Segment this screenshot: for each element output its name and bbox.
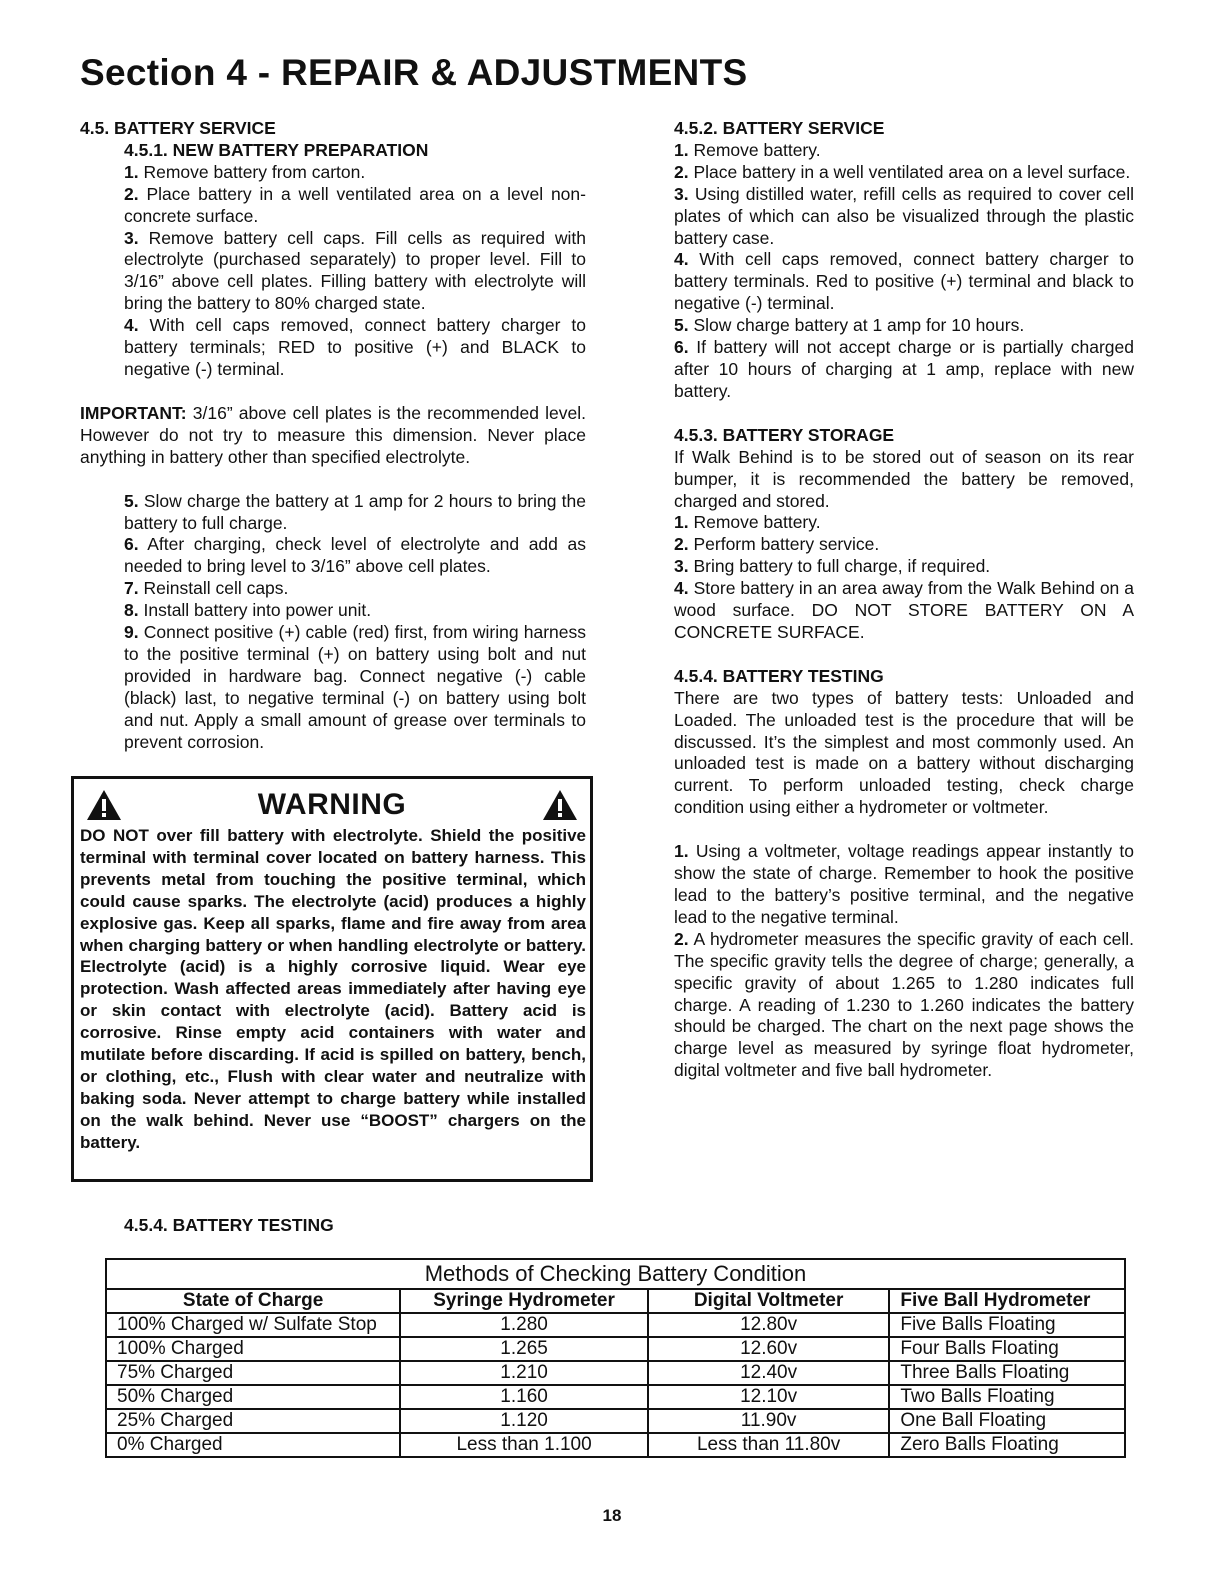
table-cell: Two Balls Floating [889, 1385, 1125, 1409]
table-cell: Four Balls Floating [889, 1337, 1125, 1361]
table-cell: Zero Balls Floating [889, 1433, 1125, 1457]
list-item: 4. With cell caps removed, connect battery charger to battery terminals. Red to positive (+) terminal and black to negative (-) terminal. [674, 249, 1134, 314]
table-row [106, 1433, 1125, 1457]
table-caption: Methods of Checking Battery Condition [106, 1259, 1125, 1289]
list-item: 1. Remove battery from carton. [124, 161, 366, 182]
list-item: 6. After charging, check level of electrolyte and add as needed to bring level to 3/16” above cell plates. [124, 534, 586, 577]
table-cell: 12.10v [648, 1385, 890, 1409]
table-section-label: 4.5.4. BATTERY TESTING [124, 1215, 334, 1235]
table-cell: 1.280 [400, 1313, 648, 1337]
storage-intro: If Walk Behind is to be stored out of season on its rear bumper, it is recommended the battery be removed, charged and stored. [674, 446, 1134, 511]
table-cell: 12.60v [648, 1337, 890, 1361]
table-cell: 100% Charged w/ Sulfate Stop [106, 1313, 400, 1337]
table-cell: 75% Charged [106, 1361, 400, 1385]
heading-4-5: 4.5. BATTERY SERVICE [80, 118, 276, 138]
list-item: 4. Store battery in an area away from the Walk Behind on a wood surface. DO NOT STORE BATTERY ON A CONCRETE SURFACE. [674, 578, 1134, 642]
table-cell: 0% Charged [106, 1433, 400, 1457]
list-item: 5. Slow charge battery at 1 amp for 10 hours. [674, 315, 1025, 336]
list-item: 8. Install battery into power unit. [124, 600, 372, 621]
warning-triangle-icon [542, 789, 578, 821]
table-cell: 1.265 [400, 1337, 648, 1361]
list-item: 3. Remove battery cell caps. Fill cells as required with electrolyte (purchased separately) to proper level. Fill to 3/16” above cell plates. Filling battery with electrolyte will bring the battery to 80% charged state. [124, 227, 586, 314]
table-row [106, 1361, 1125, 1385]
heading-4-5-2: 4.5.2. BATTERY SERVICE [674, 118, 885, 138]
left-column [80, 118, 586, 753]
list-item: 4. With cell caps removed, connect battery charger to battery terminals; RED to positive (+) and BLACK to negative (-) terminal. [124, 315, 586, 379]
table-cell: 1.120 [400, 1409, 648, 1433]
table-cell: Less than 11.80v [648, 1433, 890, 1457]
right-column [674, 118, 1134, 1082]
table-cell: 12.40v [648, 1361, 890, 1385]
table-row [106, 1409, 1125, 1433]
list-item: 2. A hydrometer measures the specific gravity of each cell. The specific gravity tells the degree of charge; generally, a specific gravity of about 1.265 to 1.280 indicates full charge. A reading of 1.230 to 1.260 indicates the battery should be charged. The chart on the next page shows the charge level as measured by syringe float hydrometer, digital voltmeter and five ball hydrometer. [674, 928, 1134, 1081]
column-header: State of Charge [106, 1289, 400, 1313]
table-row [106, 1385, 1125, 1409]
list-item: 9. Connect positive (+) cable (red) first, from wiring harness to the positive terminal (+) on battery using bolt and nut provided in hardware bag. Connect negative (-) cable (black) last, to negative terminal (-) on battery using bolt and nut. Apply a small amount of grease over terminals to prevent corrosion. [124, 622, 586, 752]
list-item: 5. Slow charge the battery at 1 amp for 2 hours to bring the battery to full charge. [124, 490, 586, 533]
heading-4-5-1: 4.5.1. NEW BATTERY PREPARATION [124, 139, 429, 160]
table-cell: Less than 1.100 [400, 1433, 648, 1457]
list-item: 7. Reinstall cell caps. [124, 578, 289, 599]
table-cell: 50% Charged [106, 1385, 400, 1409]
list-item: 3. Bring battery to full charge, if required. [674, 556, 991, 577]
list-item: 2. Place battery in a well ventilated area on a level non-concrete surface. [124, 183, 586, 226]
heading-4-5-3: 4.5.3. BATTERY STORAGE [674, 424, 895, 445]
list-item: 1. Remove battery. [674, 139, 821, 160]
table-cell: Five Balls Floating [889, 1313, 1125, 1337]
table-cell: 1.210 [400, 1361, 648, 1385]
warning-title: WARNING [257, 788, 407, 821]
column-header: Five Ball Hydrometer [889, 1289, 1125, 1313]
table-cell: 25% Charged [106, 1409, 400, 1433]
table-cell: Three Balls Floating [889, 1361, 1125, 1385]
list-item: 3. Using distilled water, refill cells as required to cover cell plates of which can also be visualized through the plastic battery case. [674, 183, 1134, 248]
warning-box [71, 776, 593, 1182]
table-cell: 100% Charged [106, 1337, 400, 1361]
table-cell: One Ball Floating [889, 1409, 1125, 1433]
table-cell: 11.90v [648, 1409, 890, 1433]
warning-header [80, 785, 586, 825]
table-row [106, 1337, 1125, 1361]
table-cell: 12.80v [648, 1313, 890, 1337]
list-item: 2. Place battery in a well ventilated area on a level surface. [674, 161, 1131, 182]
new-battery-steps [80, 162, 586, 381]
table-header-row [106, 1289, 1125, 1313]
section-title: Section 4 - REPAIR & ADJUSTMENTS [80, 52, 748, 93]
page-number: 18 [602, 1506, 622, 1525]
list-item: 2. Perform battery service. [674, 534, 880, 555]
table-row [106, 1313, 1125, 1337]
list-item: 1. Using a voltmeter, voltage readings appear instantly to show the state of charge. Remember to hook the positive lead to the battery’s positive terminal, and the negative lead to the negative terminal. [674, 841, 1134, 927]
warning-triangle-icon [86, 789, 122, 821]
warning-text: DO NOT over fill battery with electrolyte. Shield the positive terminal with terminal cover located on battery harness. This prevents metal from touching the positive terminal, which could cause sparks. The electrolyte (acid) produces a highly explosive gas. Keep all sparks, flame and fire away from area when charging battery or when handling electrolyte or battery. Electrolyte (acid) is a highly corrosive liquid. Wear eye protection. Wash affected areas immediately after having eye or skin contact with electrolyte (acid). Battery acid is corrosive. Rinse empty acid containers with water and mutilate before discarding. If acid is spilled on battery, bench, or clothing, etc., Flush with clear water and neutralize with baking soda. Never attempt to charge battery while installed on the walk behind. Never use “BOOST” chargers on the battery. [80, 826, 586, 1152]
important-note: IMPORTANT: 3/16” above cell plates is the recommended level. However do not try to measure this dimension. Never place anything in battery other than specified electrolyte. [80, 402, 586, 467]
list-item: 6. If battery will not accept charge or is partially charged after 10 hours of charging at 1 amp, replace with new battery. [674, 337, 1134, 401]
table-cell: 1.160 [400, 1385, 648, 1409]
column-header: Syringe Hydrometer [400, 1289, 648, 1313]
list-item: 1. Remove battery. [674, 512, 821, 533]
heading-4-5-4: 4.5.4. BATTERY TESTING [674, 665, 884, 686]
battery-condition-table [105, 1258, 1126, 1458]
testing-intro: There are two types of battery tests: Unloaded and Loaded. The unloaded test is the procedure that will be discussed. It’s the simplest and most commonly used. An unloaded test is made on a battery without discharging current. To perform unloaded testing, check charge condition using either a hydrometer or voltmeter. [674, 687, 1134, 818]
column-header: Digital Voltmeter [648, 1289, 890, 1313]
charging-steps [80, 491, 586, 754]
